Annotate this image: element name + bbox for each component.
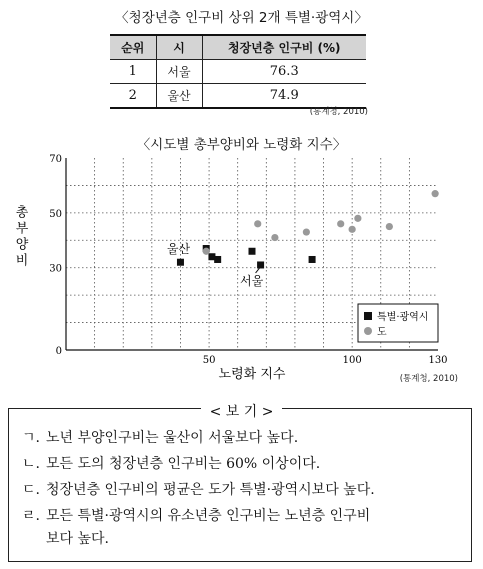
- value-cell: 76.3: [269, 64, 299, 79]
- data-point-circle: [386, 223, 393, 230]
- data-point-circle: [349, 226, 356, 233]
- bogi-title: [0, 401, 483, 421]
- legend-label: 특별·광역시: [377, 312, 429, 323]
- data-point-circle: [254, 220, 261, 227]
- table-source: (통계청, 2010): [309, 107, 368, 117]
- rank-cell: 1: [110, 60, 156, 84]
- data-point-circle: [303, 228, 310, 235]
- x-tick-label: 50: [202, 355, 216, 366]
- statement-text: 모든 특별·광역시의 유소년층 인구비는 노년층 인구비: [46, 508, 371, 524]
- data-point-square: [309, 256, 316, 263]
- city-cell: 울산: [156, 84, 202, 109]
- legend-label: 도: [377, 327, 387, 338]
- legend-box: [358, 304, 438, 342]
- header-value: 청장년층 인구비 (%): [228, 41, 341, 55]
- statement-mark: ㄹ.: [22, 508, 40, 524]
- statement-item: [22, 505, 462, 551]
- statement-item: [22, 453, 462, 476]
- statement-continuation: 보다 높다.: [46, 531, 109, 547]
- data-point-square: [177, 259, 184, 266]
- value-cell: 74.9: [269, 88, 299, 103]
- rank-table: [110, 34, 366, 109]
- table-row: [110, 60, 366, 84]
- legend-swatch-circle: [364, 327, 372, 335]
- x-axis-label: 노령화 지수: [218, 367, 286, 382]
- data-point-circle: [432, 190, 439, 197]
- table-header-row: [110, 35, 366, 60]
- y-axis-label: 총 부 양 비: [15, 205, 29, 269]
- y-tick-label: 50: [49, 208, 62, 220]
- statement-text: 모든 도의 청장년층 인구비는 60% 이상이다.: [46, 456, 321, 472]
- data-point-circle: [203, 248, 210, 255]
- data-point-circle: [271, 234, 278, 241]
- header-rank: 순위: [110, 35, 156, 60]
- y-tick-label: 30: [49, 263, 62, 275]
- legend-swatch-square: [364, 312, 372, 320]
- x-tick-label: 100: [342, 355, 362, 366]
- statement-mark: ㄷ.: [22, 482, 40, 498]
- data-point-circle: [354, 215, 361, 222]
- data-point-square: [257, 261, 264, 268]
- annotation-leader-line: [256, 268, 260, 273]
- city-cell: 서울: [156, 60, 202, 84]
- statement-item: [22, 479, 462, 502]
- data-point-square: [214, 256, 221, 263]
- annotation-label: 서울: [239, 273, 264, 288]
- statement-mark: ㄱ.: [22, 430, 40, 446]
- table-title: 〈청장년층 인구비 상위 2개 특별·광역시〉: [115, 10, 368, 26]
- scatter-chart: [0, 150, 483, 382]
- statement-text: 노년 부양인구비는 울산이 서울보다 높다.: [46, 430, 299, 446]
- bogi-title-text: < 보 기 >: [201, 404, 283, 420]
- data-point-square: [249, 248, 256, 255]
- data-point-circle: [337, 220, 344, 227]
- header-city: 시: [156, 35, 202, 60]
- chart-source: (통계청, 2010): [399, 374, 458, 384]
- y-tick-label: 70: [49, 154, 62, 165]
- statement-mark: ㄴ.: [22, 456, 40, 472]
- chart-title: 〈시도별 총부양비와 노령화 지수〉: [136, 137, 347, 153]
- statement-item: [22, 427, 462, 450]
- rank-cell: 2: [110, 84, 156, 109]
- x-tick-label: 130: [428, 355, 448, 366]
- statement-text: 청장년층 인구비의 평균은 도가 특별·광역시보다 높다.: [46, 482, 375, 498]
- y-tick-label: 0: [55, 346, 62, 357]
- annotation-label: 울산: [166, 242, 191, 257]
